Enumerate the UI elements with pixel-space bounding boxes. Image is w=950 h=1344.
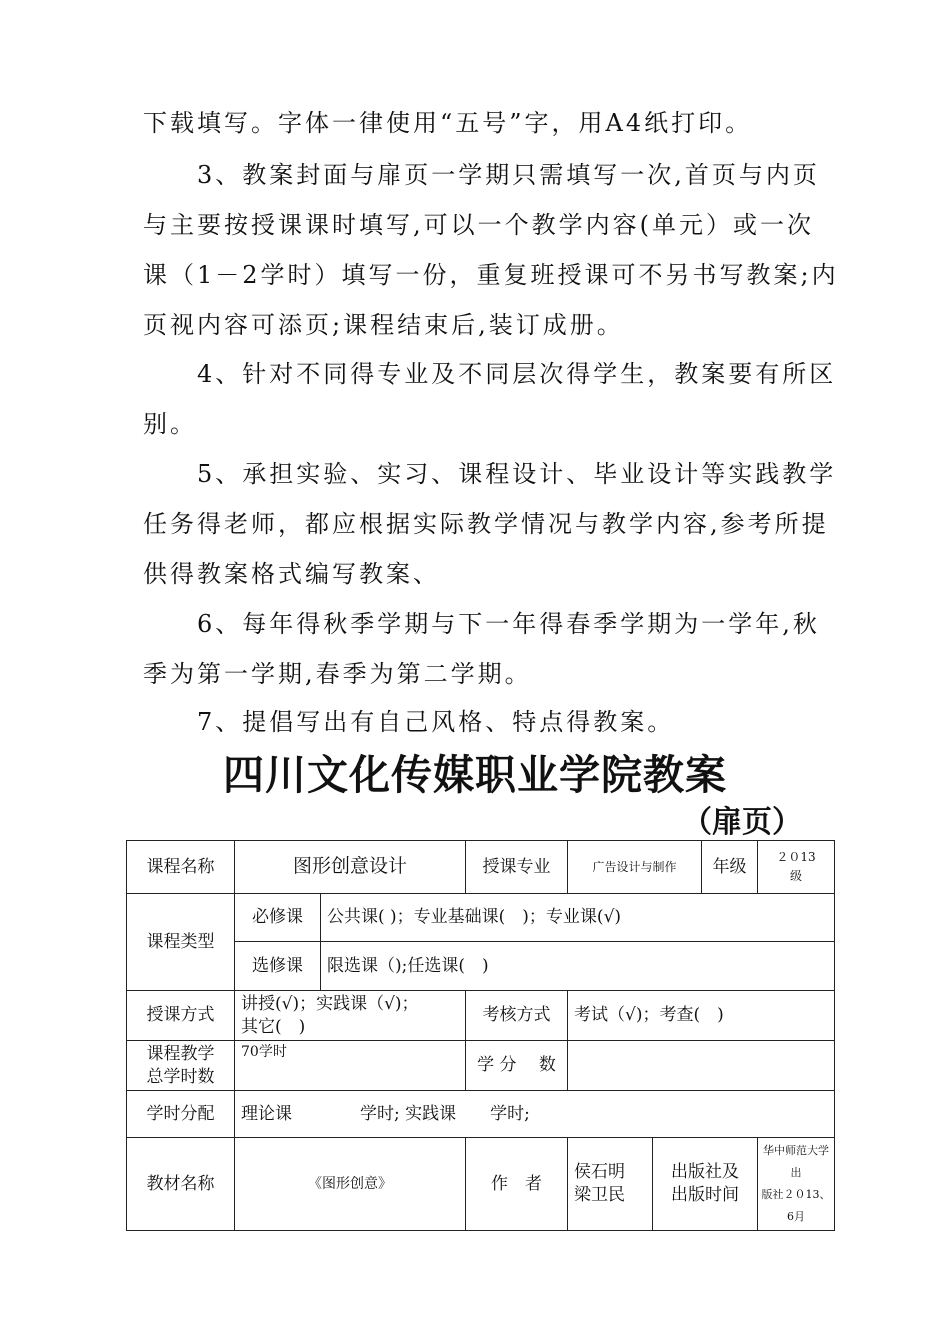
elective-label: 选修课 (235, 942, 321, 991)
assess-value: 考试（√)；考查( ) (568, 991, 835, 1041)
textbook-label: 教材名称 (127, 1138, 235, 1231)
publisher-line: 华中师范大学出 (763, 1144, 830, 1179)
hours-distribution-value: 理论课 学时; 实践课 学时; (235, 1091, 835, 1138)
credits-label: 学 分 数 (466, 1041, 568, 1091)
paragraph-line: 课（1－2学时）填写一份，重复班授课可不另书写教案;内 (143, 261, 839, 289)
paragraph-line: 6、每年得秋季学期与下一年得春季学期为一学年,秋 (143, 610, 820, 638)
table-row (127, 1091, 835, 1138)
course-info-table (126, 840, 835, 1231)
publisher-label (653, 1138, 758, 1231)
author-label: 作 者 (466, 1138, 568, 1231)
total-hours-label-line: 课程教学 (146, 1044, 215, 1065)
paragraph-line: 下载填写。字体一律使用“五号”字，用A4纸打印。 (143, 109, 753, 137)
paragraph-line: 3、教案封面与扉页一学期只需填写一次,首页与内页 (143, 161, 820, 189)
paragraph-line: 7、提倡写出有自己风格、特点得教案。 (143, 708, 675, 736)
table-row (127, 1138, 835, 1231)
course-name-value: 图形创意设计 (235, 841, 466, 894)
major-value: 广告设计与制作 (568, 841, 702, 894)
course-type-label: 课程类型 (127, 894, 235, 991)
grade-value (758, 841, 835, 894)
author-value (568, 1138, 653, 1231)
paragraph-line: 与主要按授课课时填写,可以一个教学内容(单元）或一次 (143, 211, 814, 239)
method-line: 讲授(√)；实践课（√)； (241, 994, 419, 1015)
grade-year: ２０13 (776, 849, 816, 864)
table-row (127, 991, 835, 1041)
assess-label: 考核方式 (466, 991, 568, 1041)
elective-value: 限选课（);任选课( ) (321, 942, 835, 991)
paragraph-line: 别。 (143, 410, 197, 438)
paragraph-line: 页视内容可添页;课程结束后,装订成册。 (143, 311, 624, 339)
author-name: 梁卫民 (574, 1185, 626, 1205)
table-row (127, 1041, 835, 1091)
textbook-value: 《图形创意》 (235, 1138, 466, 1231)
paragraph-line: 供得教案格式编写教案、 (143, 560, 440, 588)
publisher-value (758, 1138, 835, 1231)
total-hours-label-line: 总学时数 (146, 1066, 215, 1087)
hours-distribution-label: 学时分配 (127, 1091, 235, 1138)
method-line: 其它( ) (241, 1016, 306, 1037)
paragraph-line: 季为第一学期,春季为第二学期。 (143, 660, 532, 688)
credits-value (568, 1041, 835, 1091)
grade-label: 年级 (702, 841, 758, 894)
table-row (127, 894, 835, 942)
grade-suffix: 级 (790, 869, 803, 883)
total-hours-label (127, 1041, 235, 1091)
author-name: 侯石明 (574, 1162, 626, 1183)
document-title: 四川文化传媒职业学院教案 (223, 751, 727, 799)
document-subtitle: （扉页） (682, 805, 802, 840)
course-name-label: 课程名称 (127, 841, 235, 894)
paragraph-line: 4、针对不同得专业及不同层次得学生，教案要有所区 (143, 360, 837, 388)
publisher-label-line: 出版社及 (671, 1162, 740, 1183)
paragraph-line: 5、承担实验、实习、课程设计、毕业设计等实践教学 (143, 460, 837, 488)
total-hours-value: 70学时 (235, 1041, 466, 1091)
method-label: 授课方式 (127, 991, 235, 1041)
method-value (235, 991, 466, 1041)
major-label: 授课专业 (466, 841, 568, 894)
required-value: 公共课( )；专业基础课( )；专业课(√) (321, 894, 835, 942)
paragraph-line: 任务得老师，都应根据实际教学情况与教学内容,参考所提 (143, 510, 829, 538)
table-row (127, 841, 835, 894)
required-label: 必修课 (235, 894, 321, 942)
publisher-label-line: 出版时间 (671, 1185, 740, 1205)
publisher-line: 版社２０13、6月 (761, 1188, 831, 1223)
